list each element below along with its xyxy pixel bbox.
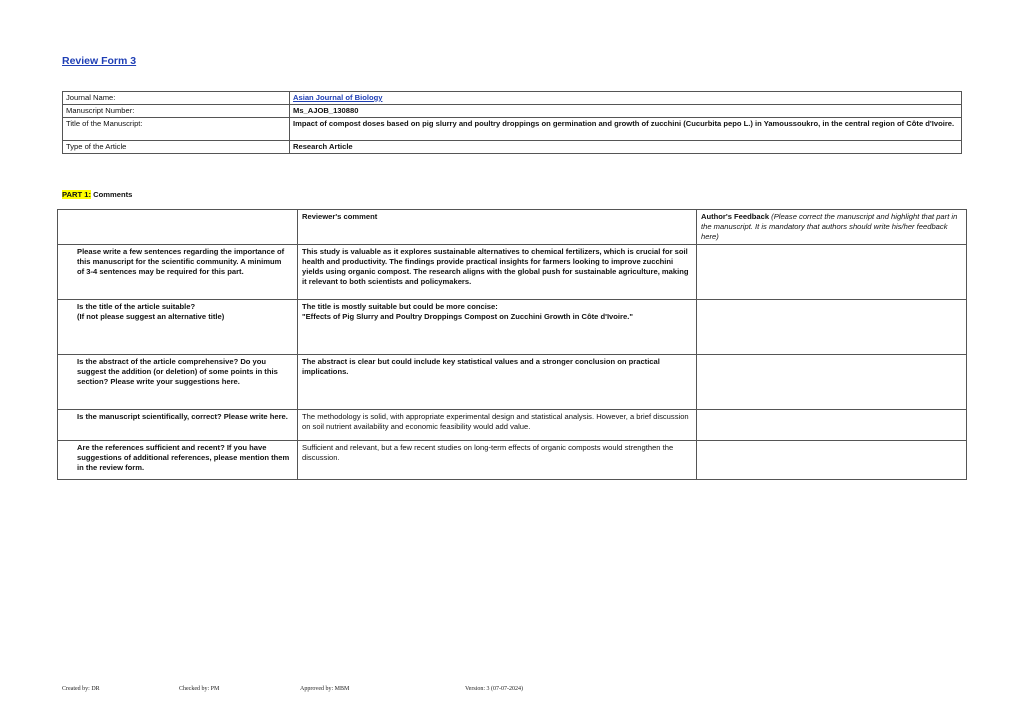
manuscript-row <box>63 105 962 118</box>
footer-approved: Approved by: MBM <box>300 686 350 692</box>
comment-scientific: The methodology is solid, with appropriate experimental design and statistical analysis. However, a brief discussion on soil nutrient availability and economic feasibility would add value. <box>298 410 697 441</box>
table-row <box>58 355 967 410</box>
article-type: Research Article <box>290 141 962 154</box>
manuscript-info-table <box>62 91 962 154</box>
title-row <box>63 118 962 141</box>
question-references: Are the references sufficient and recent? If you have suggestions of additional references, please mention them in the review form. <box>58 441 298 480</box>
part-heading <box>62 190 132 199</box>
feedback-cell-references[interactable] <box>697 441 967 480</box>
part-label: PART 1: <box>62 190 91 199</box>
table-row <box>58 441 967 480</box>
footer-version: Version: 3 (07-07-2024) <box>465 686 523 692</box>
feedback-cell-title[interactable] <box>697 300 967 355</box>
reviewer-comment-header: Reviewer's comment <box>298 210 697 245</box>
journal-link[interactable]: Asian Journal of Biology <box>293 93 383 102</box>
feedback-cell-importance[interactable] <box>697 245 967 300</box>
author-feedback-header <box>697 210 967 245</box>
author-feedback-hint: (Please correct the manuscript and highlight that part in the manuscript. It is mandatory that authors should write his/her feedback here) <box>701 212 958 241</box>
journal-label: Journal Name: <box>63 92 290 105</box>
form-title: Review Form 3 <box>62 55 137 67</box>
comment-importance: This study is valuable as it explores sustainable alternatives to chemical fertilizers, which is crucial for soil health and productivity. The findings provide practical insights for farmers looking to improve zucchini yields using organic compost. The research aligns with the global push for sustainable agriculture, making it relevant to both scientists and policymakers. <box>298 245 697 300</box>
question-title: Is the title of the article suitable? (If not please suggest an alternative title) <box>58 300 298 355</box>
author-feedback-title: Author's Feedback <box>701 212 770 221</box>
question-scientific: Is the manuscript scientifically, correct? Please write here. <box>58 410 298 441</box>
feedback-cell-abstract[interactable] <box>697 355 967 410</box>
journal-row <box>63 92 962 105</box>
page-footer <box>0 686 1024 696</box>
comments-table <box>57 209 967 480</box>
title-label: Title of the Manuscript: <box>63 118 290 141</box>
footer-checked: Checked by: PM <box>179 686 220 692</box>
part-title: Comments <box>90 190 133 199</box>
feedback-cell-scientific[interactable] <box>697 410 967 441</box>
manuscript-title: Impact of compost doses based on pig slurry and poultry droppings on germination and growth of zucchini (Cucurbita pepo L.) in Yamoussoukro, in the central region of Côte d'Ivoire. <box>290 118 962 141</box>
table-row <box>58 300 967 355</box>
table-row <box>58 410 967 441</box>
footer-created: Created by: DR <box>62 686 100 692</box>
manuscript-number: Ms_AJOB_130880 <box>290 105 962 118</box>
comment-title: The title is mostly suitable but could be more concise: "Effects of Pig Slurry and Poultry Droppings Compost on Zucchini Growth in Côte d'Ivoire." <box>298 300 697 355</box>
comment-references: Sufficient and relevant, but a few recent studies on long-term effects of organic composts would strengthen the discussion. <box>298 441 697 480</box>
type-label: Type of the Article <box>63 141 290 154</box>
table-row <box>58 245 967 300</box>
comments-header-row <box>58 210 967 245</box>
question-importance: Please write a few sentences regarding the importance of this manuscript for the scientific community. A minimum of 3-4 sentences may be required for this part. <box>58 245 298 300</box>
question-abstract: Is the abstract of the article comprehensive? Do you suggest the addition (or deletion) of some points in this section? Please write your suggestions here. <box>58 355 298 410</box>
manuscript-label: Manuscript Number: <box>63 105 290 118</box>
comment-abstract: The abstract is clear but could include key statistical values and a stronger conclusion on practical implications. <box>298 355 697 410</box>
type-row <box>63 141 962 154</box>
